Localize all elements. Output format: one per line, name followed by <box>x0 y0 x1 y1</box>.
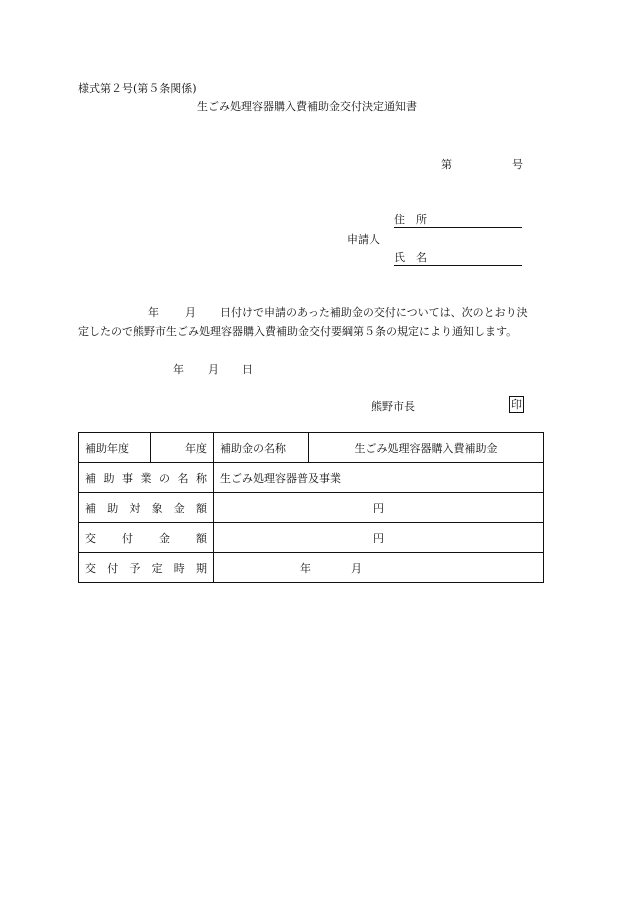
number-suffix: 号 <box>512 158 523 171</box>
subsidy-name-value: 生ごみ処理容器購入費補助金 <box>309 433 544 463</box>
fiscal-year-label: 補助年度 <box>79 433 151 463</box>
table-row <box>79 493 544 523</box>
issue-day: 日 <box>242 363 253 376</box>
eligible-amount-label: 補助対象金額 <box>79 493 214 523</box>
subsidy-name-label: 補助金の名称 <box>214 433 309 463</box>
seal-mark: 印 <box>511 398 522 411</box>
document-title: 生ごみ処理容器購入費補助金交付決定通知書 <box>197 100 417 113</box>
name-label: 氏 名 <box>394 251 427 264</box>
fiscal-year-unit: 年度 <box>150 433 213 463</box>
grant-amount-unit: 円 <box>214 523 544 553</box>
body-year: 年 <box>148 306 159 319</box>
form-label: 様式第２号(第５条関係) <box>78 82 197 95</box>
scheduled-time-value <box>214 553 544 583</box>
scheduled-month: 月 <box>351 561 362 575</box>
grant-amount-label: 交付金額 <box>79 523 214 553</box>
name-field <box>394 249 522 266</box>
issuer-name: 熊野市長 <box>371 400 415 413</box>
project-name-value: 生ごみ処理容器普及事業 <box>214 463 544 493</box>
table-row <box>79 523 544 553</box>
body-line2: 定したので熊野市生ごみ処理容器購入費補助金交付要綱第５条の規定により通知します。 <box>78 325 518 338</box>
issue-year: 年 <box>173 363 184 376</box>
eligible-amount-unit: 円 <box>214 493 544 523</box>
table-row <box>79 553 544 583</box>
applicant-label: 申請人 <box>347 233 380 246</box>
body-month: 月 <box>185 306 196 319</box>
issue-month: 月 <box>208 363 219 376</box>
table-row <box>79 463 544 493</box>
table-row <box>79 433 544 463</box>
address-field <box>394 211 522 228</box>
body-line1: 日付けで申請のあった補助金の交付については、次のとおり決 <box>220 306 528 319</box>
scheduled-time-label: 交付予定時期 <box>79 553 214 583</box>
address-label: 住 所 <box>394 213 427 226</box>
subsidy-table <box>78 432 544 583</box>
number-prefix: 第 <box>441 158 452 171</box>
scheduled-year: 年 <box>300 561 311 575</box>
project-name-label: 補助事業の名称 <box>79 463 214 493</box>
